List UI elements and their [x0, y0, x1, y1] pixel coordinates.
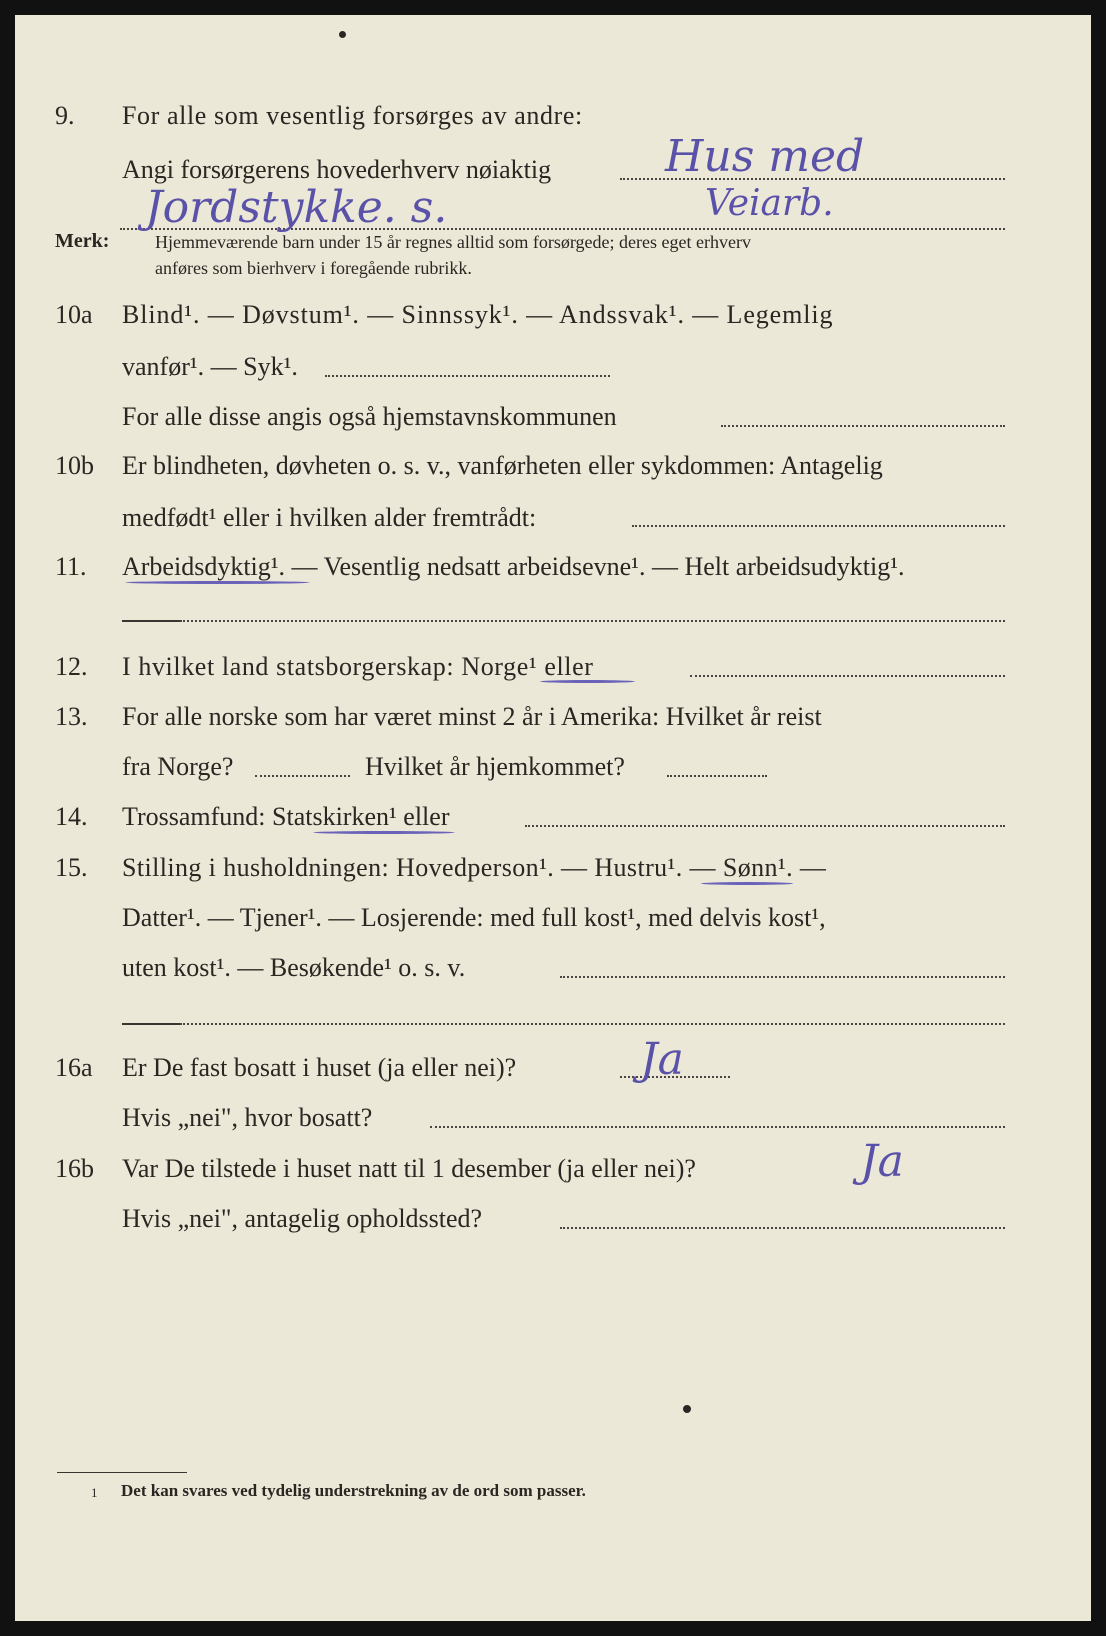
ink-spot: [339, 31, 346, 38]
q9-handwritten-2: Jordstykke. s.: [145, 182, 448, 233]
q15-answer-line1: [560, 976, 1005, 978]
q16b-line1: Var De tilstede i huset natt til 1 desember (ja eller nei)?: [122, 1154, 696, 1183]
footnote-text: Det kan svares ved tydelig understrekning av de ord som passer.: [121, 1481, 586, 1500]
q10a-line2: vanfør¹. — Syk¹.: [122, 352, 298, 381]
q16a-line2: Hvis „nei", hvor bosatt?: [122, 1103, 373, 1132]
q16b-handwritten: Ja: [860, 1136, 904, 1187]
q15-line2: Datter¹. — Tjener¹. — Losjerende: med full kost¹, med delvis kost¹,: [122, 903, 826, 932]
q10b-line1: Er blindheten, døvheten o. s. v., vanførheten eller sykdommen: Antagelig: [122, 451, 883, 480]
q10b-number: 10b: [55, 451, 94, 480]
q14-answer-line: [525, 825, 1005, 827]
q16a-number: 16a: [55, 1053, 93, 1082]
q10a-line1: Blind¹. — Døvstum¹. — Sinnssyk¹. — Andssvak¹. — Legemlig: [122, 300, 834, 329]
merk-label: Merk:: [55, 230, 110, 252]
q11-answer-line: [122, 620, 180, 622]
q12-answer-line: [690, 675, 1005, 677]
q12-number: 12.: [55, 652, 88, 681]
q13-line2b: Hvilket år hjemkommet?: [365, 752, 625, 781]
q9-handwritten-1: Hus med: [665, 131, 865, 182]
q16b-answer-line: [560, 1227, 1005, 1229]
q15-underline-hustru: [701, 882, 793, 885]
q10b-answer-line: [632, 525, 1005, 527]
q9-line2: Angi forsørgerens hovederhverv nøiaktig: [122, 155, 552, 184]
q16a-answer-line2: [430, 1126, 1005, 1128]
ink-spot: [683, 1405, 691, 1413]
q14-underline-statskirken: [313, 831, 455, 834]
q10a-line3: For alle disse angis også hjemstavnskommunen: [122, 402, 617, 431]
q16b-number: 16b: [55, 1154, 94, 1183]
q13-answer-line2: [667, 775, 767, 777]
q11-line1: Arbeidsdyktig¹. — Vesentlig nedsatt arbeidsevne¹. — Helt arbeidsudyktig¹.: [122, 552, 905, 581]
merk-line2: anføres som bierhverv i foregående rubrikk.: [155, 258, 472, 278]
footnote-mark: 1: [91, 1485, 98, 1500]
q13-line1: For alle norske som har været minst 2 år i Amerika: Hvilket år reist: [122, 702, 822, 731]
q13-line2a: fra Norge?: [122, 752, 234, 781]
q9-number: 9.: [55, 101, 75, 130]
q12-line1: I hvilket land statsborgerskap: Norge¹ eller: [122, 652, 594, 681]
q14-line1: Trossamfund: Statskirken¹ eller: [122, 802, 450, 831]
footnote-rule: [57, 1472, 187, 1473]
q9-line1: For alle som vesentlig forsørges av andre:: [122, 101, 583, 130]
q15-answer-line2-dots: [180, 1023, 1005, 1025]
q12-underline-norge: [540, 680, 635, 683]
q11-answer-line-dots: [180, 620, 1005, 622]
merk-line1: Hjemmeværende barn under 15 år regnes alltid som forsørgede; deres eget erhverv: [155, 232, 751, 252]
q10b-line2: medfødt¹ eller i hvilken alder fremtrådt:: [122, 503, 537, 532]
q9-handwritten-3: Veiarb.: [705, 183, 834, 224]
q10a-number: 10a: [55, 300, 93, 329]
q11-underline-arbeidsdyktig: [125, 581, 310, 584]
q10a-answer-line1: [325, 375, 610, 377]
q10a-answer-line2: [721, 425, 1005, 427]
q16a-line1: Er De fast bosatt i huset (ja eller nei)?: [122, 1053, 517, 1082]
q13-number: 13.: [55, 702, 88, 731]
q15-number: 15.: [55, 853, 88, 882]
q15-line3: uten kost¹. — Besøkende¹ o. s. v.: [122, 953, 466, 982]
q14-number: 14.: [55, 802, 88, 831]
q11-number: 11.: [55, 552, 87, 581]
q13-answer-line1: [255, 775, 350, 777]
q16a-handwritten: Ja: [640, 1034, 684, 1085]
q16b-line2: Hvis „nei", antagelig opholdssted?: [122, 1204, 483, 1233]
q15-line1: Stilling i husholdningen: Hovedperson¹. — Hustru¹. — Sønn¹. —: [122, 853, 827, 882]
q15-answer-line2: [122, 1023, 180, 1025]
census-form-page: [15, 15, 1091, 1621]
